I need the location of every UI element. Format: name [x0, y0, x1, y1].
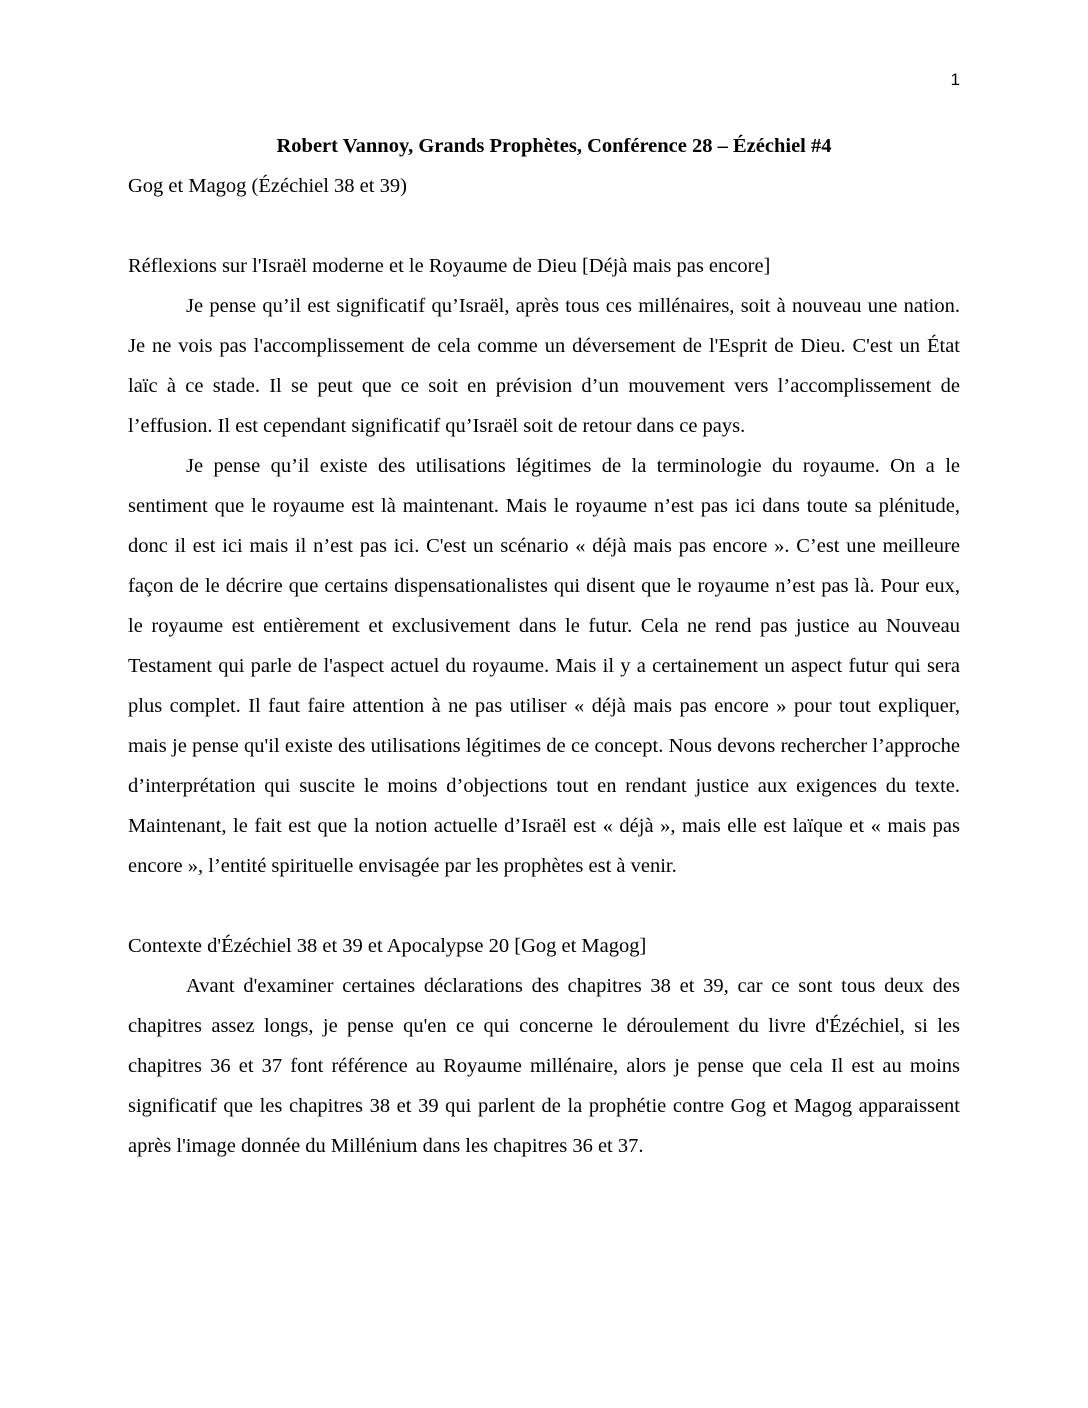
- document-body: [128, 126, 960, 1166]
- paragraph: Avant d'examiner certaines déclarations des chapitres 38 et 39, car ce sont tous deux des chapitres assez longs, je pense qu'en ce qui concerne le déroulement du livre d'Ézéchiel, si les chapitres 36 et 37 font référence au Royaume millénaire, alors je pense que cela Il est au moins significatif que les chapitres 38 et 39 qui parlent de la prophétie contre Gog et Magog apparaissent après l'image donnée du Millénium dans les chapitres 36 et 37.: [128, 975, 960, 1157]
- paragraph: Je pense qu’il est significatif qu’Israël, après tous ces millénaires, soit à nouveau une nation. Je ne vois pas l'accomplissement de cela comme un déversement de l'Esprit de Dieu. C'est un État laïc à ce stade. Il se peut que ce soit en prévision d’un mouvement vers l’accomplissement de l’effusion. Il est cependant significatif qu’Israël soit de retour dans ce pays.: [128, 295, 960, 437]
- section-heading-context: Contexte d'Ézéchiel 38 et 39 et Apocalypse 20 [Gog et Magog]: [128, 935, 647, 957]
- document-title: Robert Vannoy, Grands Prophètes, Conférence 28 – Ézéchiel #4: [276, 135, 832, 157]
- document-subtitle: Gog et Magog (Ézéchiel 38 et 39): [128, 175, 407, 197]
- section-heading-israel: Réflexions sur l'Israël moderne et le Royaume de Dieu [Déjà mais pas encore]: [128, 255, 771, 277]
- spacer: [128, 206, 960, 246]
- spacer: [128, 886, 960, 926]
- page-number: 1: [950, 70, 960, 89]
- paragraph: Je pense qu’il existe des utilisations légitimes de la terminologie du royaume. On a le sentiment que le royaume est là maintenant. Mais le royaume n’est pas ici dans toute sa plénitude, donc il est ici mais il n’est pas ici. C'est un scénario « déjà mais pas encore ». C’est une meilleure façon de le décrire que certains dispensationalistes qui disent que le royaume n’est pas là. Pour eux, le royaume est entièrement et exclusivement dans le futur. Cela ne rend pas justice au Nouveau Testament qui parle de l'aspect actuel du royaume. Mais il y a certainement un aspect futur qui sera plus complet. Il faut faire attention à ne pas utiliser « déjà mais pas encore » pour tout expliquer, mais je pense qu'il existe des utilisations légitimes de ce concept. Nous devons rechercher l’approche d’interprétation qui suscite le moins d’objections tout en rendant justice aux exigences du texte. Maintenant, le fait est que la notion actuelle d’Israël est « déjà », mais elle est laïque et « mais pas encore », l’entité spirituelle envisagée par les prophètes est à venir.: [128, 455, 960, 877]
